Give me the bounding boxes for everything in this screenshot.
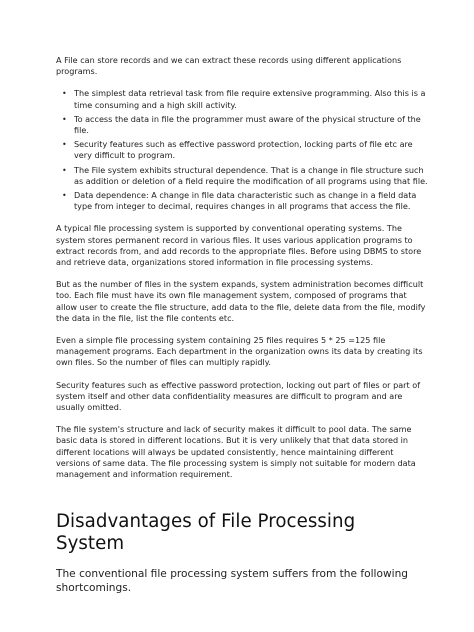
list-item-text: The simplest data retrieval task from file require extensive programming. Also this is a time consuming and a high skill activity. xyxy=(74,88,426,110)
list-item-text: The File system exhibits structural dependence. That is a change in file structure such as addition or deletion of a field require the modification of all programs using that file. xyxy=(74,164,428,186)
body-paragraph-typical-system: A typical file processing system is supported by conventional operating systems. The system stores permanent record in various files. It uses various application programs to extract records from, and add records to the appropriate files. Before using DBMS to store and retrieve data, organizations stored information in file processing systems. xyxy=(56,223,422,268)
body-paragraph-security: Security features such as effective password protection, locking out part of files or part of system itself and other data confidentiality measures are difficult to program and are usually omitted. xyxy=(56,379,421,413)
list-item-text: Data dependence: A change in file data characteristic such as change in a field data type from integer to decimal, requires changes in all programs that access the file. xyxy=(74,190,417,212)
list-item xyxy=(62,164,428,187)
bullet-list xyxy=(56,88,428,212)
list-item xyxy=(62,88,428,110)
bullet-icon: • xyxy=(62,191,67,201)
bullet-icon: • xyxy=(62,89,67,99)
list-item-text: Security features such as effective password protection, locking parts of file etc are very difficult to program. xyxy=(74,139,413,161)
bullet-icon: • xyxy=(62,165,67,175)
body-paragraph-structure: The file system's structure and lack of security makes it difficult to pool data. The same basic data is stored in different locations. But it is very unlikely that that data stored in different locations will always be updated consistently, hence maintaining different versions of same data. The file processing system is simply not suitable for modern data management and information requirement. xyxy=(56,424,416,480)
lead-paragraph: The conventional file processing system suffers from the following shortcomings. xyxy=(56,568,409,595)
section-heading: Disadvantages of File Processing System xyxy=(56,511,356,555)
list-item-text: To access the data in file the programmer must aware of the physical structure of the file. xyxy=(74,113,421,136)
body-paragraph-file-count: Even a simple file processing system containing 25 files requires 5 * 25 =125 file management programs. Each department in the organization owns its data by creating its own files. So the number of files can multiply rapidly. xyxy=(56,335,423,368)
bullet-icon: • xyxy=(62,114,67,124)
list-item xyxy=(62,113,428,136)
bullet-icon: • xyxy=(62,140,67,150)
list-item xyxy=(62,139,428,161)
intro-paragraph: A File can store records and we can extract these records using different applications programs. xyxy=(56,55,402,77)
body-paragraph-file-growth: But as the number of files in the system expands, system administration becomes difficult too. Each file must have its own file management system, composed of programs that allow user to create the file structure, add data to the file, delete data from the file, modify the data in the file, list the file contents etc. xyxy=(56,279,426,323)
document-content xyxy=(56,55,428,595)
list-item xyxy=(62,190,428,212)
